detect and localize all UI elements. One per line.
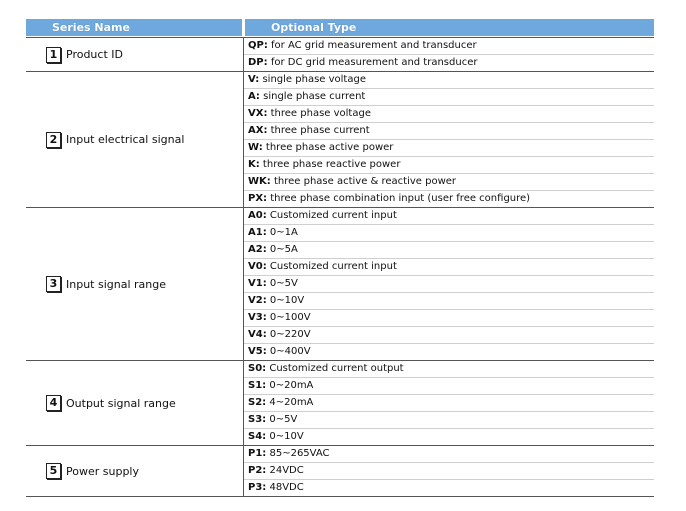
option-code: S2: bbox=[248, 397, 267, 408]
series-section bbox=[26, 361, 654, 446]
option-description: 0~5V bbox=[266, 414, 298, 425]
option-row bbox=[244, 190, 654, 207]
option-code: DP: bbox=[248, 57, 268, 68]
option-row bbox=[244, 309, 654, 326]
option-row bbox=[244, 462, 654, 479]
option-row bbox=[244, 241, 654, 258]
option-code: S1: bbox=[248, 380, 267, 391]
option-row bbox=[244, 173, 654, 190]
option-row bbox=[244, 292, 654, 309]
series-options-table bbox=[26, 19, 654, 497]
option-row bbox=[244, 361, 654, 377]
option-code: PX: bbox=[248, 193, 268, 204]
option-description: 0~10V bbox=[266, 431, 304, 442]
option-code: V3: bbox=[248, 312, 267, 323]
series-section bbox=[26, 72, 654, 208]
option-code: P1: bbox=[248, 448, 267, 459]
option-row bbox=[244, 377, 654, 394]
optional-type-header: Optional Type bbox=[245, 19, 654, 36]
series-name: Input electrical signal bbox=[66, 133, 185, 146]
option-description: Customized current input bbox=[266, 261, 397, 272]
option-description: three phase combination input (user free configure) bbox=[267, 193, 531, 204]
series-name: Power supply bbox=[66, 464, 139, 478]
option-row bbox=[244, 208, 654, 224]
option-code: WK: bbox=[248, 176, 271, 187]
optional-type-cell bbox=[244, 72, 654, 207]
option-code: VX: bbox=[248, 108, 268, 119]
option-row bbox=[244, 38, 654, 54]
series-name-cell bbox=[26, 446, 244, 496]
option-code: W: bbox=[248, 142, 263, 153]
option-description: for DC grid measurement and transducer bbox=[267, 57, 478, 68]
optional-type-cell bbox=[244, 361, 654, 445]
optional-type-cell bbox=[244, 208, 654, 360]
option-row bbox=[244, 122, 654, 139]
series-name-cell bbox=[26, 361, 244, 445]
option-description: 85~265VAC bbox=[266, 448, 330, 459]
option-row bbox=[244, 394, 654, 411]
option-row bbox=[244, 479, 654, 496]
option-code: V2: bbox=[248, 295, 267, 306]
option-description: 0~5A bbox=[266, 244, 298, 255]
option-code: V0: bbox=[248, 261, 267, 272]
option-description: Customized current input bbox=[266, 210, 397, 221]
option-description: three phase active & reactive power bbox=[270, 176, 457, 187]
option-row bbox=[244, 258, 654, 275]
series-name: Input signal range bbox=[66, 277, 166, 291]
optional-type-cell bbox=[244, 446, 654, 496]
option-row bbox=[244, 72, 654, 88]
option-code: V: bbox=[248, 74, 260, 85]
option-row bbox=[244, 428, 654, 445]
option-row bbox=[244, 54, 654, 71]
optional-type-cell bbox=[244, 38, 654, 71]
option-row bbox=[244, 224, 654, 241]
option-description: 0~100V bbox=[266, 312, 311, 323]
section-number-badge: 3 bbox=[46, 276, 61, 292]
table-body bbox=[26, 37, 654, 497]
option-code: V4: bbox=[248, 329, 267, 340]
series-name: Output signal range bbox=[66, 396, 176, 410]
series-section bbox=[26, 208, 654, 361]
series-section bbox=[26, 446, 654, 497]
option-code: S0: bbox=[248, 363, 267, 374]
option-description: Customized current output bbox=[266, 363, 404, 374]
section-number-badge: 1 bbox=[46, 47, 61, 63]
option-code: A: bbox=[248, 91, 260, 102]
option-description: single phase current bbox=[259, 91, 366, 102]
series-name-cell bbox=[26, 208, 244, 360]
section-number-badge: 4 bbox=[46, 395, 61, 411]
option-row bbox=[244, 88, 654, 105]
table-header bbox=[26, 19, 654, 36]
series-name: Product ID bbox=[66, 48, 123, 61]
option-description: 48VDC bbox=[266, 482, 304, 493]
option-description: three phase reactive power bbox=[259, 159, 401, 170]
option-row bbox=[244, 275, 654, 292]
option-description: 0~400V bbox=[266, 346, 311, 357]
option-row bbox=[244, 326, 654, 343]
option-code: AX: bbox=[248, 125, 268, 136]
option-code: A0: bbox=[248, 210, 267, 221]
option-row bbox=[244, 411, 654, 428]
option-description: 0~10V bbox=[266, 295, 305, 306]
option-description: 0~1A bbox=[266, 227, 298, 238]
section-number-badge: 2 bbox=[46, 132, 61, 148]
series-name-cell bbox=[26, 72, 244, 207]
option-description: three phase active power bbox=[262, 142, 394, 153]
option-code: S3: bbox=[248, 414, 267, 425]
option-code: QP: bbox=[248, 40, 268, 51]
option-description: three phase current bbox=[267, 125, 370, 136]
option-row bbox=[244, 446, 654, 462]
option-description: for AC grid measurement and transducer bbox=[267, 40, 477, 51]
option-row bbox=[244, 343, 654, 360]
option-code: P2: bbox=[248, 465, 267, 476]
option-row bbox=[244, 139, 654, 156]
option-description: 0~5V bbox=[266, 278, 298, 289]
series-name-header: Series Name bbox=[26, 19, 242, 36]
option-description: 0~220V bbox=[266, 329, 311, 340]
option-description: single phase voltage bbox=[259, 74, 366, 85]
option-code: S4: bbox=[248, 431, 267, 442]
option-code: V5: bbox=[248, 346, 267, 357]
option-description: 0~20mA bbox=[266, 380, 314, 391]
option-description: three phase voltage bbox=[267, 108, 371, 119]
section-number-badge: 5 bbox=[46, 463, 61, 479]
option-description: 24VDC bbox=[266, 465, 304, 476]
option-description: 4~20mA bbox=[266, 397, 314, 408]
series-section bbox=[26, 37, 654, 72]
option-code: K: bbox=[248, 159, 260, 170]
series-name-cell bbox=[26, 38, 244, 71]
option-code: A2: bbox=[248, 244, 267, 255]
option-code: V1: bbox=[248, 278, 267, 289]
option-row bbox=[244, 105, 654, 122]
option-code: P3: bbox=[248, 482, 267, 493]
option-code: A1: bbox=[248, 227, 267, 238]
option-row bbox=[244, 156, 654, 173]
